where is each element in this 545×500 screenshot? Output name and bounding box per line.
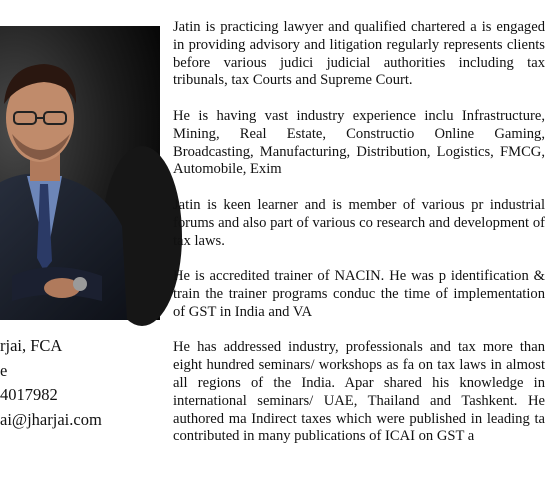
- contact-phone: 4017982: [0, 385, 58, 404]
- bio-paragraph-5: He has addressed industry, professionals and tax more than eight hundred seminars/ workshops as fa on tax laws in almost all regions of the India. Apar shared his knowledge in international seminars/ UAE, Thailand and Tashkent. He authored ma Indirect taxes which were published in leading ta contributed in many publications of ICAI on GST a: [173, 339, 545, 445]
- profile-photo: [0, 26, 160, 320]
- biography: [173, 19, 545, 464]
- bio-paragraph-1: Jatin is practicing lawyer and qualified chartered a is engaged in providing advisory and litigation regularly represents clients before various judici judicial authorities including tax tribunals, tax Courts and Supreme Court.: [173, 19, 545, 89]
- contact-info: [0, 334, 150, 432]
- contact-email[interactable]: ai@jharjai.com: [0, 409, 102, 429]
- contact-title: e: [0, 360, 8, 380]
- contact-name: rjai, FCA: [0, 336, 63, 355]
- bio-paragraph-3: Jatin is keen learner and is member of various pr industrial forums and also part of various co research and development of tax laws.: [173, 196, 545, 249]
- portrait-image: [0, 26, 160, 320]
- bio-paragraph-2: He is having vast industry experience inclu Infrastructure, Mining, Real Estate, Constructio Online Gaming, Broadcasting, Manufacturing, Distribution, Logistics, FMCG, Automobile, Exim: [173, 107, 545, 178]
- bio-paragraph-4: He is accredited trainer of NACIN. He was p identification & train the trainer programs conduc the time of implementation of GST in India and VA: [173, 268, 545, 320]
